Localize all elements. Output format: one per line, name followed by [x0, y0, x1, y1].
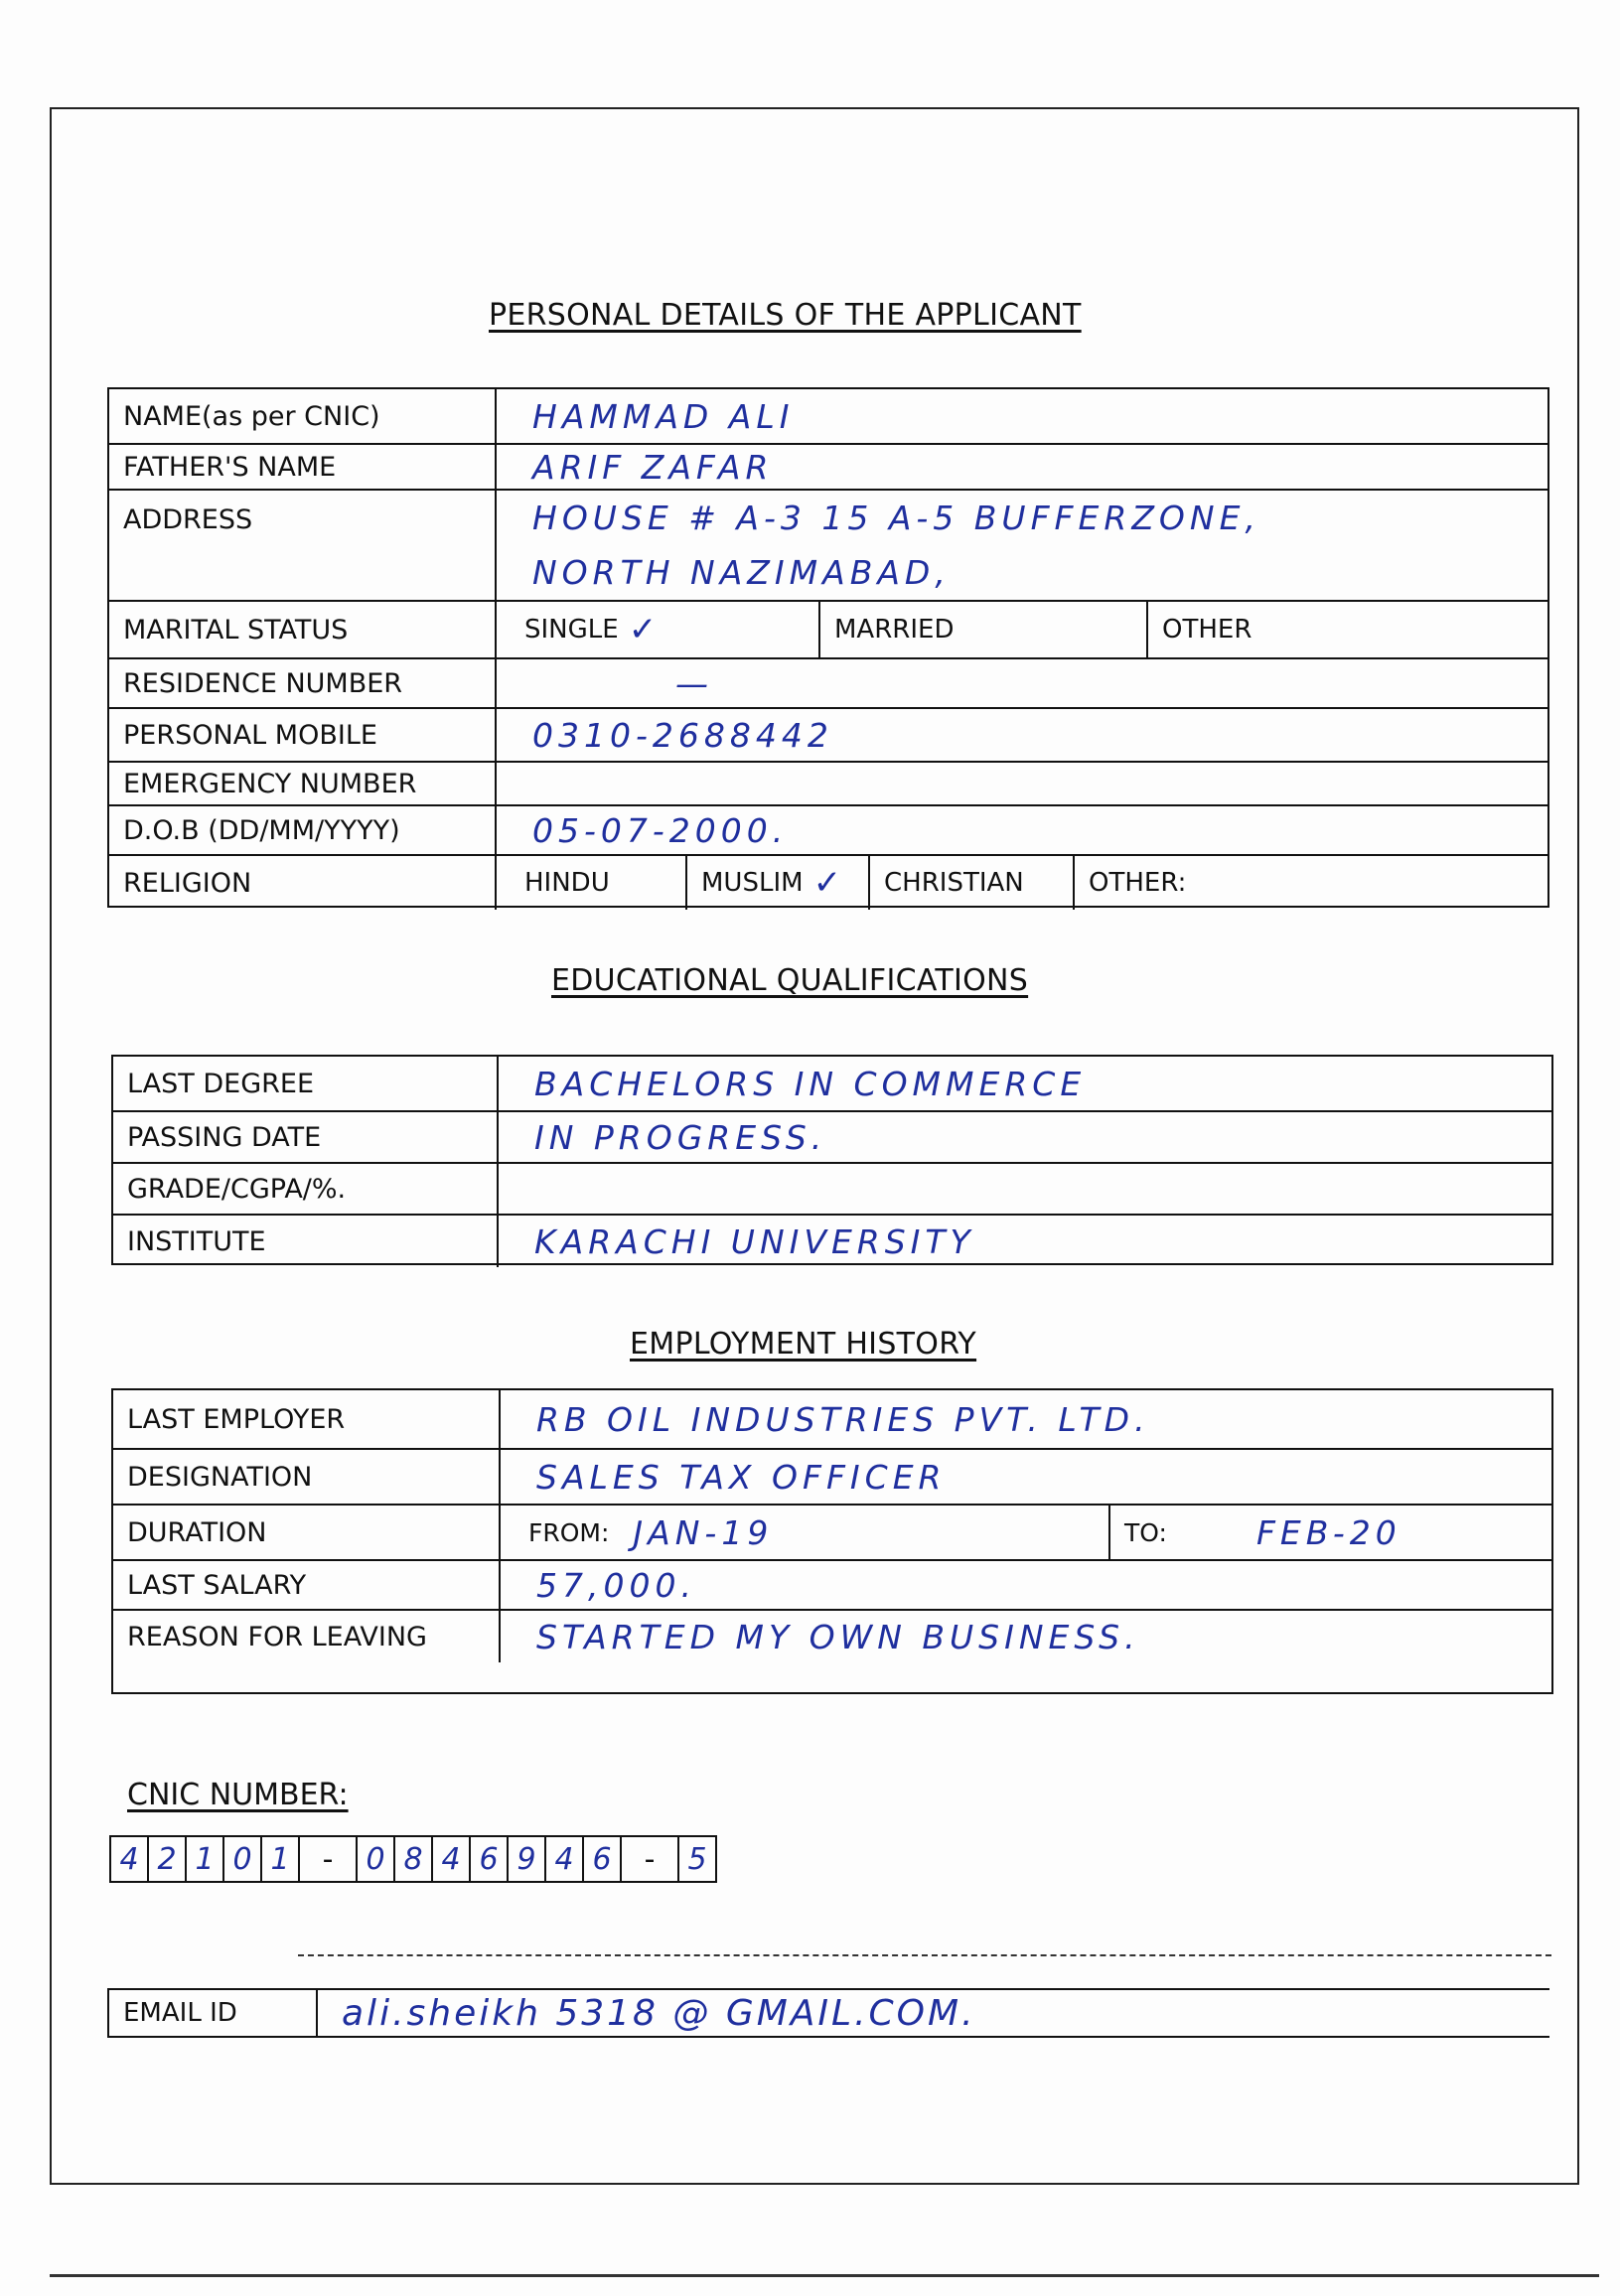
salary-label: LAST SALARY: [113, 1561, 501, 1609]
cnic-digit[interactable]: 9: [507, 1835, 546, 1883]
from-value[interactable]: JAN-19: [633, 1512, 774, 1552]
name-value[interactable]: HAMMAD ALI: [532, 396, 795, 436]
residence-label: RESIDENCE NUMBER: [109, 659, 497, 707]
reason-label: REASON FOR LEAVING: [113, 1611, 501, 1662]
row-address: [109, 489, 1547, 600]
residence-value[interactable]: —: [675, 663, 713, 703]
institute-value[interactable]: KARACHI UNIVERSITY: [534, 1221, 975, 1261]
cnic-digit[interactable]: 0: [222, 1835, 262, 1883]
cnic-label: CNIC NUMBER:: [127, 1778, 349, 1812]
grade-label: GRADE/CGPA/%.: [113, 1164, 499, 1214]
email-value[interactable]: ali.sheikh 5318 @ GMAIL.COM.: [342, 1992, 976, 2034]
cnic-digit[interactable]: 4: [109, 1835, 149, 1883]
cnic-digit[interactable]: 8: [393, 1835, 433, 1883]
row-emergency: [109, 761, 1547, 804]
address-line-2[interactable]: NORTH NAZIMABAD,: [532, 553, 951, 592]
dob-label: D.O.B (DD/MM/YYYY): [109, 806, 497, 854]
row-salary: [113, 1559, 1551, 1609]
cnic-separator: -: [620, 1835, 679, 1883]
cnic-digit[interactable]: 1: [185, 1835, 224, 1883]
address-line-1[interactable]: HOUSE # A-3 15 A-5 BUFFERZONE,: [532, 499, 1260, 537]
cnic-digit[interactable]: 6: [582, 1835, 622, 1883]
address-label: ADDRESS: [109, 491, 497, 600]
personal-heading: PERSONAL DETAILS OF THE APPLICANT: [489, 298, 1082, 333]
passing-value[interactable]: IN PROGRESS.: [534, 1117, 827, 1157]
cnic-digit[interactable]: 1: [260, 1835, 300, 1883]
marital-option-married[interactable]: MARRIED: [818, 602, 1146, 657]
passing-label: PASSING DATE: [113, 1112, 499, 1162]
religion-label: RELIGION: [109, 856, 497, 910]
father-value[interactable]: ARIF ZAFAR: [532, 447, 774, 487]
employer-label: LAST EMPLOYER: [113, 1390, 501, 1448]
institute-label: INSTITUTE: [113, 1216, 499, 1267]
designation-label: DESIGNATION: [113, 1450, 501, 1504]
cnic-separator: -: [298, 1835, 358, 1883]
duration-to[interactable]: TO: FEB-20: [1108, 1506, 1551, 1559]
marital-option-single[interactable]: SINGLE ✓: [524, 610, 658, 649]
bottom-rule: [50, 2274, 1599, 2277]
cnic-digit[interactable]: 4: [431, 1835, 471, 1883]
email-label: EMAIL ID: [109, 1990, 318, 2036]
marital-label: MARITAL STATUS: [109, 602, 497, 657]
cnic-digit[interactable]: 5: [677, 1835, 717, 1883]
row-grade: [113, 1162, 1551, 1214]
to-value[interactable]: FEB-20: [1255, 1512, 1401, 1552]
mobile-label: PERSONAL MOBILE: [109, 709, 497, 761]
marital-option-other[interactable]: OTHER: [1146, 602, 1547, 657]
row-father: [109, 443, 1547, 489]
degree-label: LAST DEGREE: [113, 1057, 499, 1110]
emergency-label: EMERGENCY NUMBER: [109, 763, 497, 804]
row-degree: [113, 1057, 1551, 1110]
personal-table: [107, 387, 1549, 908]
cnic-boxes[interactable]: [109, 1835, 715, 1885]
religion-option-other[interactable]: OTHER:: [1073, 856, 1547, 910]
reason-value[interactable]: STARTED MY OWN BUSINESS.: [536, 1617, 1140, 1656]
cnic-digit[interactable]: 2: [147, 1835, 187, 1883]
row-duration: [113, 1504, 1551, 1559]
check-mark-icon: ✓: [812, 863, 842, 903]
row-employer: [113, 1390, 1551, 1448]
degree-value[interactable]: BACHELORS IN COMMERCE: [534, 1064, 1087, 1103]
salary-value[interactable]: 57,000.: [536, 1565, 696, 1605]
row-passing: [113, 1110, 1551, 1162]
row-institute: [113, 1214, 1551, 1267]
father-label: FATHER'S NAME: [109, 445, 497, 489]
duration-from[interactable]: FROM: JAN-19: [528, 1512, 774, 1552]
cnic-digit[interactable]: 4: [544, 1835, 584, 1883]
education-heading: EDUCATIONAL QUALIFICATIONS: [551, 963, 1029, 998]
religion-option-christian[interactable]: CHRISTIAN: [868, 856, 1073, 910]
employment-table: [111, 1388, 1553, 1694]
dashed-guide: [298, 1954, 1551, 1956]
row-reason: [113, 1609, 1551, 1662]
row-designation: [113, 1448, 1551, 1504]
row-name: [109, 389, 1547, 443]
designation-value[interactable]: SALES TAX OFFICER: [536, 1457, 947, 1497]
religion-option-hindu[interactable]: HINDU: [524, 868, 610, 898]
check-mark-icon: ✓: [628, 610, 658, 649]
mobile-value[interactable]: 0310-2688442: [532, 715, 833, 755]
name-label: NAME(as per CNIC): [109, 389, 497, 443]
employment-heading: EMPLOYMENT HISTORY: [630, 1327, 977, 1362]
row-mobile: [109, 707, 1547, 761]
cnic-digit[interactable]: 6: [469, 1835, 509, 1883]
row-dob: [109, 804, 1547, 854]
religion-option-muslim[interactable]: MUSLIM ✓: [685, 856, 868, 910]
education-table: [111, 1055, 1553, 1265]
row-marital: [109, 600, 1547, 657]
cnic-digit[interactable]: 0: [356, 1835, 395, 1883]
employer-value[interactable]: RB OIL INDUSTRIES PVT. LTD.: [536, 1399, 1150, 1439]
duration-label: DURATION: [113, 1506, 501, 1559]
row-religion: [109, 854, 1547, 910]
dob-value[interactable]: 05-07-2000.: [532, 810, 789, 850]
email-row: [107, 1988, 1549, 2038]
row-residence: [109, 657, 1547, 707]
